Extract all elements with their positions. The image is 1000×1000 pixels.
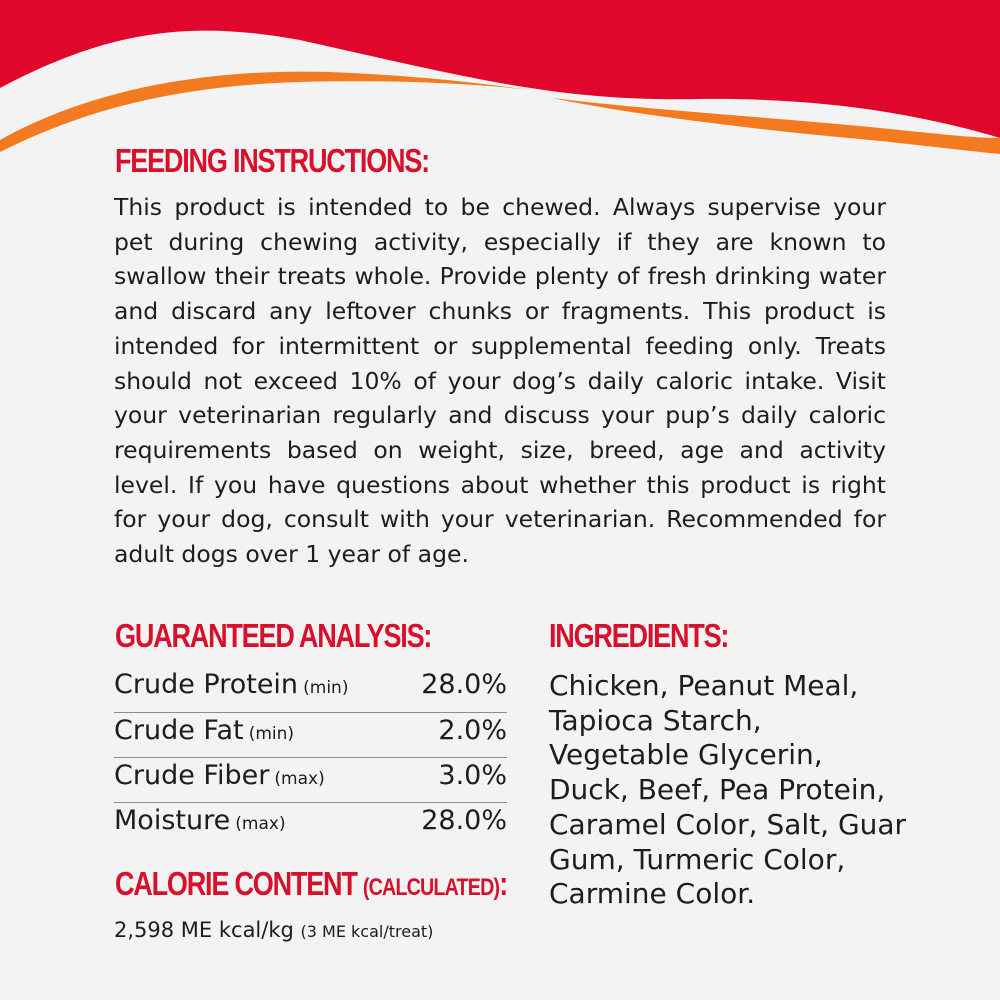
nutrient-qualifier: (min) bbox=[248, 724, 295, 744]
nutrient-qualifier: (max) bbox=[235, 814, 286, 834]
nutrient-value: 28.0% bbox=[421, 805, 507, 836]
calorie-per-kg: 2,598 ME kcal/kg bbox=[114, 918, 294, 942]
orange-wave-left bbox=[0, 72, 530, 152]
nutrient-value: 3.0% bbox=[438, 760, 507, 791]
calorie-content-heading bbox=[115, 865, 507, 903]
red-wave bbox=[0, 0, 1000, 138]
calorie-content-value bbox=[114, 918, 433, 942]
analysis-row-crude-fat bbox=[114, 712, 507, 757]
analysis-row-label bbox=[114, 805, 286, 836]
feeding-instructions-heading: FEEDING INSTRUCTIONS: bbox=[115, 142, 429, 179]
guaranteed-analysis-heading: GUARANTEED ANALYSIS: bbox=[115, 617, 432, 654]
ingredients-heading: INGREDIENTS: bbox=[549, 617, 729, 654]
ingredients-list: Chicken, Peanut Meal, Tapioca Starch, Vegetable Glycerin, Duck, Beef, Pea Protein, Caramel Color, Salt, Guar Gum, Turmeric Color, Carmine Color. bbox=[549, 669, 907, 911]
feeding-instructions-text: This product is intended to be chewed. Always supervise your pet during chewing activity, especially if they are known to swallow their treats whole. Provide plenty of fresh drinking water and discard any leftover chunks or fragments. This product is intended for intermittent or supplemental feeding only. Treats should not exceed 10% of your dog’s daily caloric intake. Visit your veterinarian regularly and discuss your pup’s daily caloric requirements based on weight, size, breed, age and activity level. If you have questions about whether this product is right for your dog, consult with your veterinarian. Recommended for adult dogs over 1 year of age. bbox=[114, 193, 886, 569]
analysis-row-crude-protein bbox=[114, 667, 507, 712]
nutrient-qualifier: (min) bbox=[303, 678, 349, 698]
calorie-per-treat: (3 ME kcal/treat) bbox=[300, 922, 434, 941]
nutrient-qualifier: (max) bbox=[274, 769, 325, 789]
analysis-row-crude-fiber bbox=[114, 757, 507, 802]
analysis-row-label bbox=[114, 715, 294, 746]
analysis-row-label bbox=[114, 669, 348, 700]
nutrient-name: Moisture bbox=[114, 805, 231, 836]
guaranteed-analysis-table bbox=[114, 667, 507, 847]
nutrient-name: Crude Protein bbox=[114, 669, 299, 700]
nutrient-value: 2.0% bbox=[438, 715, 507, 746]
calorie-heading-colon: : bbox=[499, 865, 507, 902]
nutrient-name: Crude Fat bbox=[114, 715, 244, 746]
calorie-heading-main: CALORIE CONTENT bbox=[115, 865, 357, 902]
analysis-row-label bbox=[114, 760, 325, 791]
decorative-swoosh bbox=[0, 0, 1000, 160]
nutrient-value: 28.0% bbox=[421, 669, 507, 700]
analysis-row-moisture bbox=[114, 802, 507, 847]
nutrient-name: Crude Fiber bbox=[114, 760, 270, 791]
calorie-heading-qualifier: (CALCULATED) bbox=[362, 874, 500, 901]
